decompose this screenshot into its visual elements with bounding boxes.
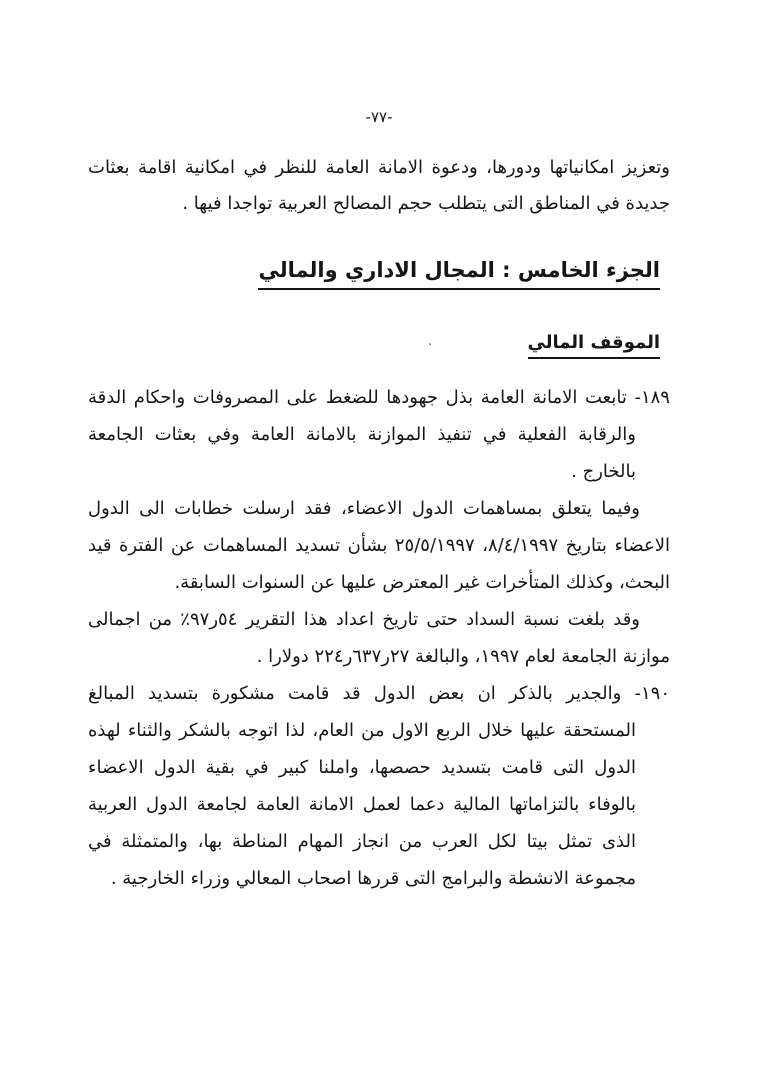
- section-heading: الجزء الخامس : المجال الاداري والمالي: [258, 258, 660, 290]
- paragraph-text: وقد بلغت نسبة السداد حتى تاريخ اعداد هذا التقرير ٥٤ر٩٧٪ من اجمالى موازنة الجامعة لعام ١٩٩٧، والبالغة ٢٧ر٦٣٧ر٢٢٤ دولارا .: [88, 609, 670, 667]
- paragraph-text: تابعت الامانة العامة بذل جهودها للضغط على المصروفات واحكام الدقة والرقابة الفعلية في تنفيذ الموازنة بالامانة العامة وفي بعثات الجامعة بالخارج .: [88, 387, 636, 482]
- paragraph-text: والجدير بالذكر ان بعض الدول قد قامت مشكورة بتسديد المبالغ المستحقة عليها خلال الربع الاول من العام، لذا اتوجه بالشكر والثناء لهذه الدول التى قامت بتسديد حصصها، واملنا كبير في بقية الدول الاعضاء بالوفاء بالتزاماتها المالية دعما لعمل الامانة العامة لجامعة الدول العربية الذى تمثل بيتا لكل العرب من انجاز المهام المناطة بها، والمتمثلة في مجموعة الانشطة والبرامج التى قررها اصحاب المعالي وزراء الخارجية .: [88, 683, 636, 889]
- section-heading-row: [88, 258, 670, 290]
- continuation-paragraph: [88, 490, 670, 601]
- intro-paragraph: وتعزيز امكانياتها ودورها، ودعوة الامانة العامة للنظر في امكانية اقامة بعثات جديدة في المناطق التى يتطلب حجم المصالح العربية تواجدا فيها .: [88, 157, 670, 214]
- numbered-paragraph: [88, 675, 670, 897]
- subsection-heading-row: [88, 332, 670, 359]
- paragraph-list: [88, 379, 670, 897]
- page-number: -٧٧-: [365, 108, 393, 126]
- continuation-paragraph: [88, 601, 670, 675]
- scan-artifact-dot: ·: [428, 338, 433, 353]
- subsection-heading: الموقف المالي: [528, 332, 661, 359]
- page-content: [88, 150, 670, 897]
- paragraph-number: ١٩٠-: [634, 683, 670, 704]
- numbered-paragraph: [88, 379, 670, 490]
- paragraph-text: وفيما يتعلق بمساهمات الدول الاعضاء، فقد ارسلت خطابات الى الدول الاعضاء بتاريخ ٨/٤/١٩٩٧، ٢٥/٥/١٩٩٧ بشأن تسديد المساهمات عن الفترة قيد البحث، وكذلك المتأخرات غير المعترض عليها عن السنوات السابقة.: [88, 498, 671, 593]
- paragraph-number: ١٨٩-: [634, 387, 670, 408]
